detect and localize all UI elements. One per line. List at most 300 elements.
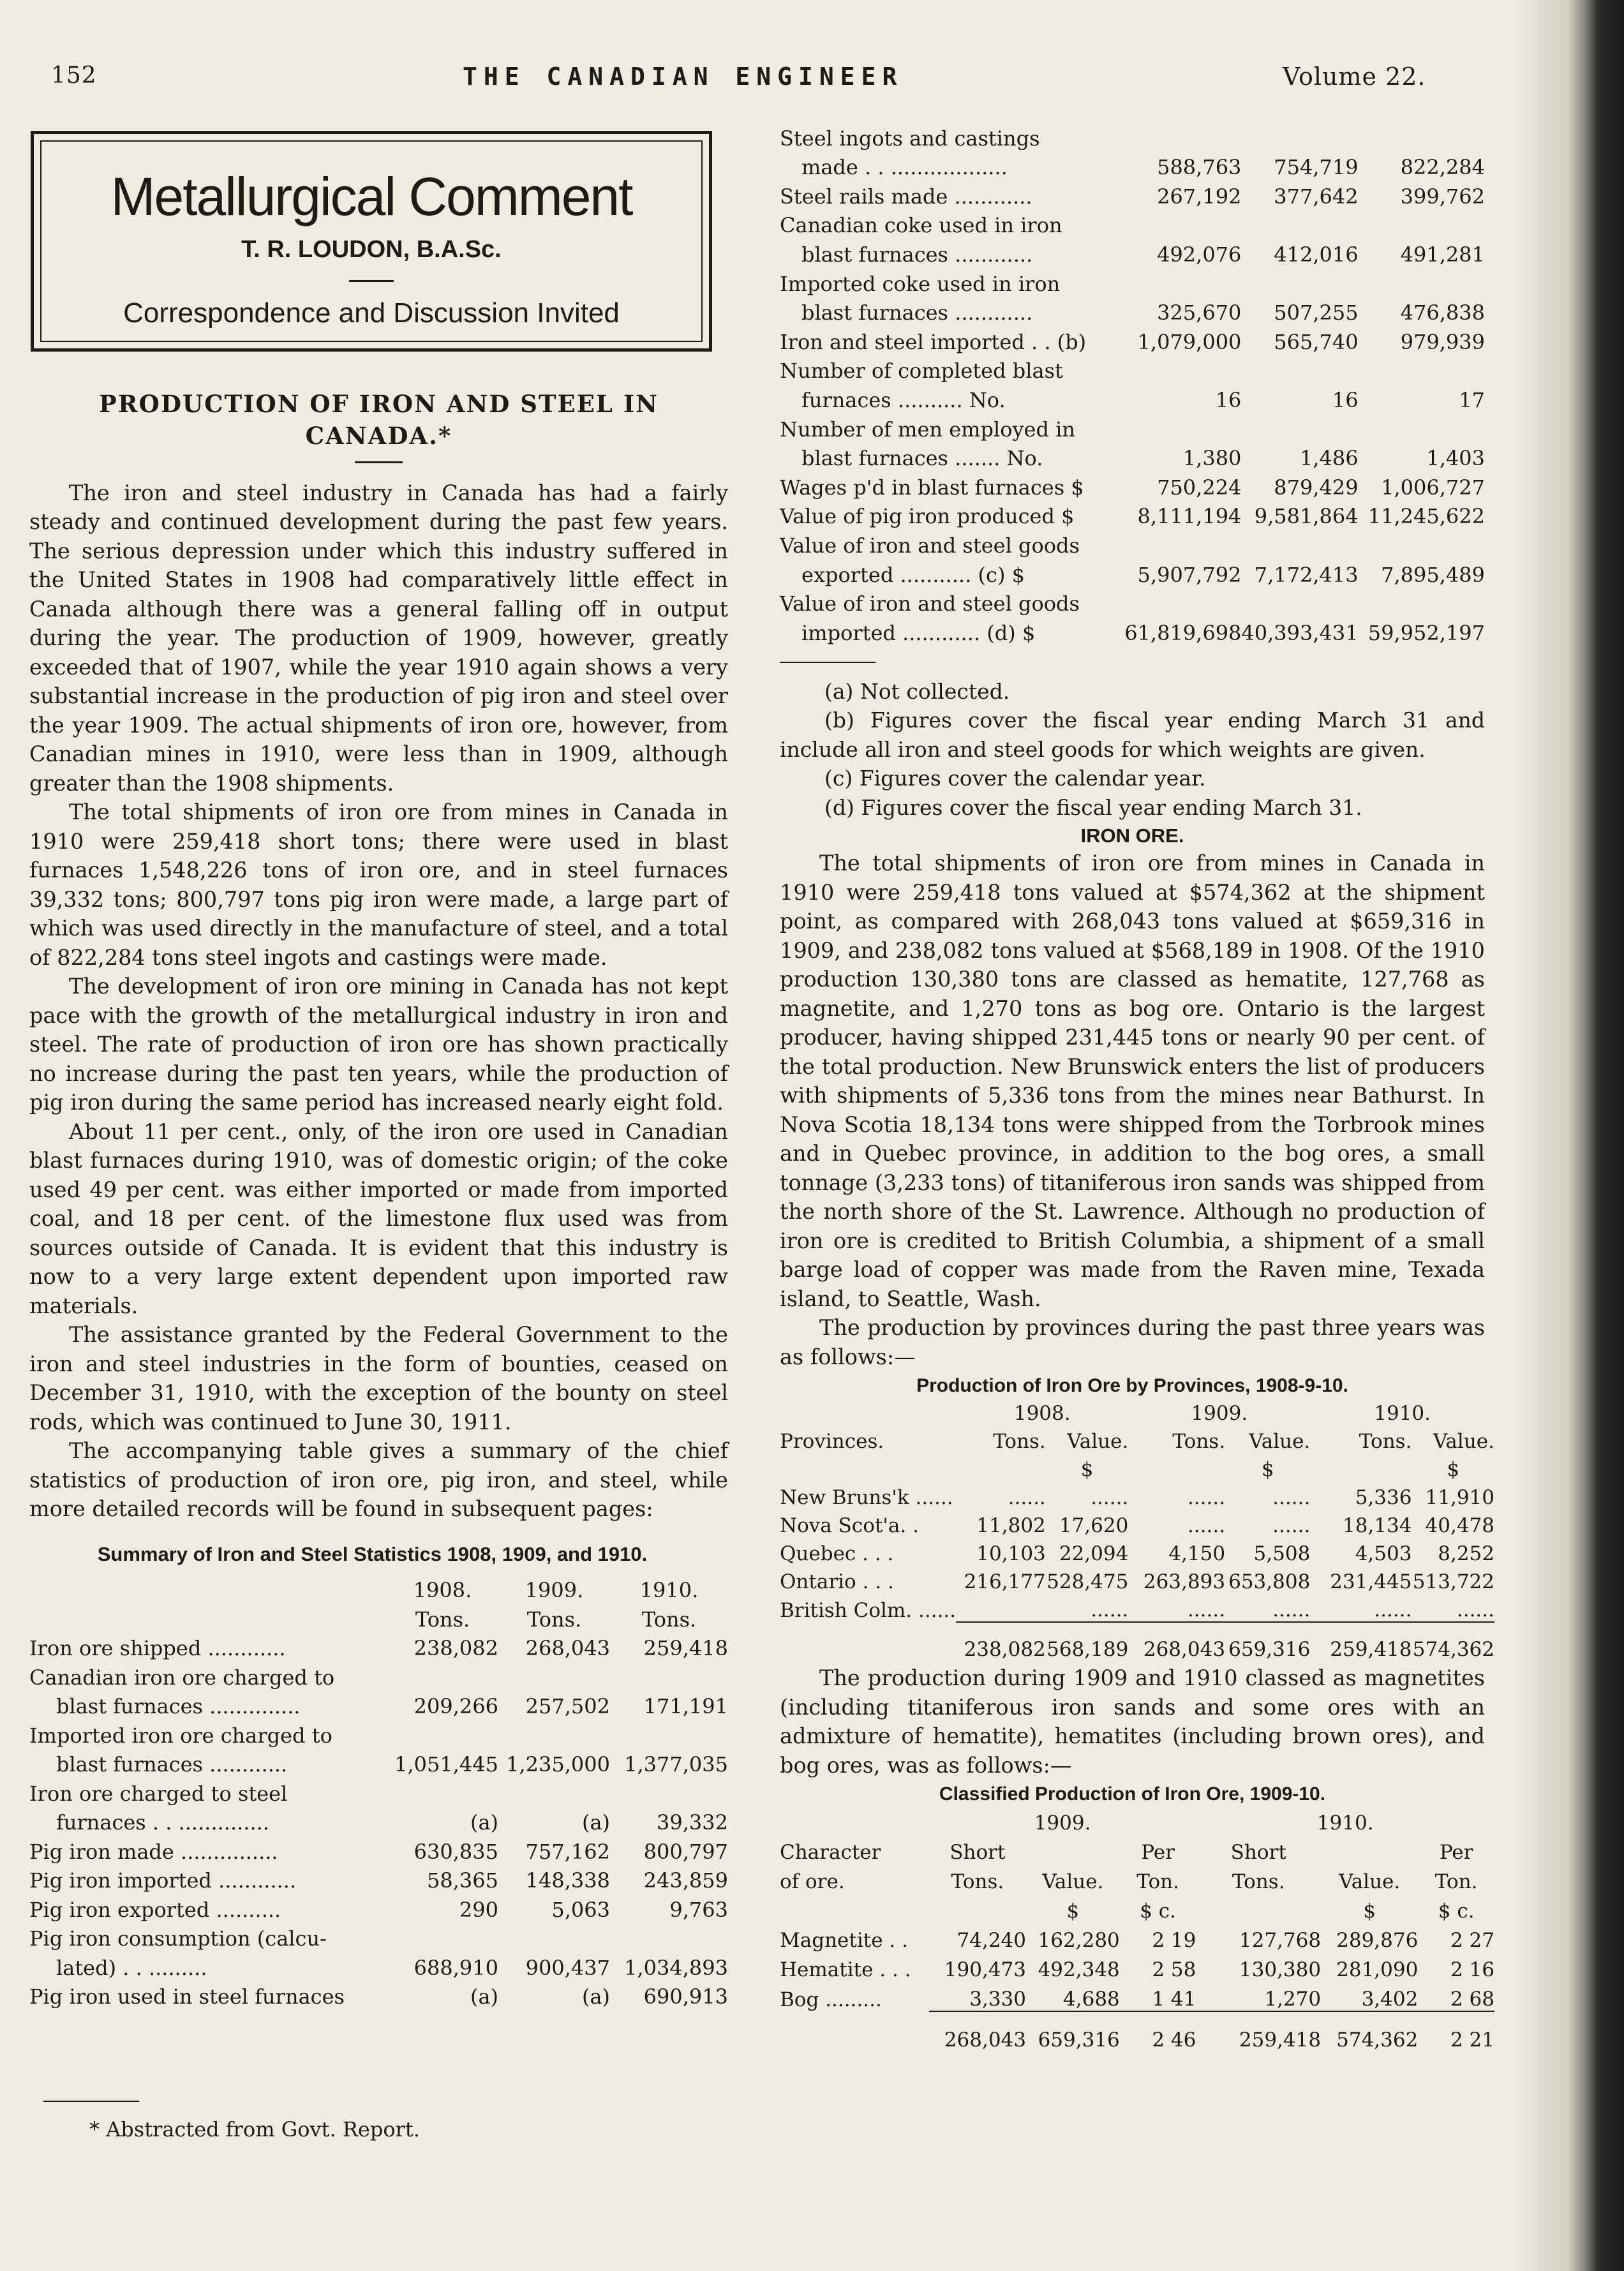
row-label: furnaces . . ..............: [56, 1810, 269, 1835]
value-cell: 263,893: [1143, 1570, 1226, 1594]
volume-label: Volume 22.: [1283, 63, 1426, 91]
value-cell: 289,876: [1336, 1929, 1419, 1953]
table-row: [780, 151, 1485, 180]
title-rule: [355, 461, 403, 463]
table-row: [780, 209, 1485, 238]
ore-name: Bog .........: [780, 1988, 882, 2012]
value-cell: 162,280: [1038, 1929, 1120, 1953]
dollar-label: $: [1261, 1458, 1274, 1482]
table-row: [780, 1537, 1494, 1565]
table-row: [780, 442, 1485, 471]
year-header: 1910.: [1316, 1812, 1374, 1835]
total-cell: 268,043: [929, 2011, 1026, 2051]
tons-header: Tons.: [1359, 1430, 1412, 1454]
value-cell: 22,094: [1059, 1542, 1129, 1566]
column-header: $: [1066, 1900, 1080, 1923]
box-author: T. R. LOUDON, B.A.Sc.: [241, 236, 502, 263]
notes-rule: [780, 662, 875, 663]
value-cell: [1124, 412, 1242, 442]
note-b: (b) Figures cover the fiscal year ending March 31 and include all iron and steel goods for which weights are given.: [780, 708, 1485, 762]
total-cell: 259,418: [1196, 2011, 1321, 2051]
table-row: [780, 383, 1485, 412]
value-cell: [956, 1593, 1046, 1622]
value-cell: [1241, 209, 1358, 238]
value-cell: 565,740: [1274, 329, 1359, 354]
value-cell: 61,819,698: [1124, 620, 1242, 645]
total-cell: 2 46: [1120, 2011, 1196, 2051]
value-cell: 10,103: [976, 1542, 1046, 1566]
value-cell: 1,270: [1264, 1988, 1322, 2011]
value-cell: (a): [581, 1810, 610, 1835]
dollar-label: $: [1447, 1458, 1460, 1482]
tons-header: Tons.: [1172, 1430, 1226, 1454]
value-cell: 1,079,000: [1137, 329, 1242, 354]
value-cell: ......: [1008, 1486, 1046, 1510]
value-cell: [1359, 209, 1485, 238]
value-cell: 58,365: [427, 1868, 498, 1893]
table-row: [780, 121, 1485, 151]
value-cell: 267,192: [1157, 184, 1242, 209]
value-cell: 412,016: [1274, 242, 1359, 267]
row-label: Canadian iron ore charged to: [29, 1665, 335, 1690]
table-row: [780, 325, 1485, 354]
value-cell: 259,418: [643, 1636, 728, 1661]
value-cell: 2 58: [1152, 1958, 1196, 1982]
value-cell: [1359, 412, 1485, 442]
row-label: blast furnaces ............: [801, 242, 1033, 267]
value-cell: [1359, 587, 1485, 616]
table-row: [29, 1632, 728, 1661]
row-label: Imported iron ore charged to: [29, 1723, 332, 1748]
value-cell: [610, 1922, 728, 1951]
value-cell: 8,252: [1438, 1542, 1494, 1566]
value-cell: [1359, 267, 1485, 296]
value-cell: [1241, 354, 1358, 383]
row-label: Value of iron and steel goods: [780, 592, 1080, 616]
value-cell: 1,235,000: [506, 1752, 610, 1777]
value-cell: 1,380: [1182, 446, 1242, 471]
row-label: Iron ore shipped ............: [29, 1636, 286, 1661]
value-cell: 209,266: [413, 1694, 498, 1719]
iron-ore-paragraph: The production by provinces during the past three years was as follows:—: [780, 1315, 1485, 1369]
article-paragraph: The total shipments of iron ore from mines in Canada in 1910 were 259,418 short tons; there were used in blast furnaces 1,548,226 tons of iron ore, and in steel furnaces 39,332 tons; 800,797 tons pig iron were made, a large part of which was used directly in the manufacture of steel, and a total of 822,284 tons steel ingots and castings were made.: [29, 800, 728, 970]
value-cell: 4,688: [1063, 1988, 1120, 2011]
value-cell: (a): [470, 1810, 498, 1835]
value-cell: 190,473: [944, 1958, 1026, 1982]
classified-header-row: [780, 1835, 1494, 1864]
value-cell: [610, 1776, 728, 1806]
value-cell: (a): [470, 1984, 498, 2009]
value-cell: 2 27: [1450, 1929, 1494, 1953]
column-header: Short: [1230, 1841, 1286, 1865]
value-cell: 9,581,864: [1254, 504, 1359, 529]
value-cell: 879,429: [1274, 475, 1359, 500]
row-label: blast furnaces ....... No.: [801, 446, 1043, 471]
row-label: Value of pig iron produced $: [780, 504, 1075, 529]
value-cell: ......: [1091, 1486, 1129, 1510]
value-cell: 281,090: [1336, 1958, 1419, 1982]
footnote: * Abstracted from Govt. Report.: [89, 2117, 420, 2141]
classified-table-title: Classified Production of Iron Ore, 1909-10.: [939, 1783, 1326, 1805]
value-cell: [1359, 354, 1485, 383]
value-cell: 1,403: [1426, 446, 1485, 471]
value-cell: 16: [1332, 387, 1359, 412]
value-cell: [387, 1776, 498, 1806]
value-cell: 231,445: [1330, 1570, 1412, 1594]
value-cell: 750,224: [1157, 475, 1242, 500]
column-header: Per: [1439, 1841, 1473, 1865]
value-cell: 18,134: [1342, 1514, 1412, 1538]
value-cell: (a): [581, 1984, 610, 2009]
column-header: [780, 1893, 929, 1923]
value-cell: 2 68: [1450, 1988, 1494, 2011]
classified-paragraph: The production during 1909 and 1910 classed as magnetites (including titaniferous iron sands and some ores with an admixture of hematite), hematites (including brown ores), and bog ores, was as follows:—: [780, 1665, 1485, 1778]
tons-header: Tons.: [993, 1430, 1046, 1454]
unit-header: Tons.: [641, 1607, 697, 1632]
value-cell: 171,191: [643, 1694, 728, 1719]
value-cell: [1124, 209, 1242, 238]
value-cell: 2 16: [1450, 1958, 1494, 1982]
value-cell: 59,952,197: [1367, 620, 1485, 645]
value-cell: [610, 1660, 728, 1690]
column-header: Tons.: [1232, 1870, 1285, 1894]
row-label: blast furnaces ..............: [56, 1694, 301, 1719]
value-cell: [610, 1718, 728, 1748]
box-invitation: Correspondence and Discussion Invited: [123, 297, 620, 329]
value-cell: [1241, 121, 1358, 151]
value-cell: 127,768: [1239, 1929, 1322, 1953]
value-cell: [1124, 267, 1242, 296]
table-row: [780, 1923, 1494, 1952]
table-row: [29, 1776, 728, 1806]
province-table: [780, 1397, 1494, 1661]
row-label: Canadian coke used in iron: [780, 213, 1062, 238]
row-label: exported ........... (c) $: [801, 562, 1025, 587]
value-cell: [1359, 528, 1485, 558]
footnote-rule: [43, 2101, 139, 2102]
value-cell: 3,402: [1361, 1988, 1419, 2011]
unit-header: Tons.: [415, 1607, 470, 1632]
value-header: Value.: [1249, 1430, 1311, 1454]
masthead: THE CANADIAN ENGINEER: [463, 63, 904, 91]
value-cell: 588,763: [1157, 155, 1242, 180]
value-header: Value.: [1433, 1430, 1494, 1454]
value-cell: 16: [1215, 387, 1242, 412]
row-label: Pig iron used in steel furnaces: [29, 1984, 345, 2009]
table-row: [780, 267, 1485, 296]
table-row: [780, 1509, 1494, 1537]
column-header: Ton.: [1136, 1870, 1179, 1894]
total-cell: 659,316: [1225, 1622, 1310, 1661]
row-label: Pig iron exported ..........: [29, 1897, 281, 1922]
ore-name: Magnetite . .: [780, 1929, 908, 1953]
article-title: [29, 389, 728, 452]
table-row: [780, 296, 1485, 325]
classified-table-body: [780, 1923, 1494, 2011]
ore-name: Hematite . . .: [780, 1958, 911, 1982]
value-cell: 688,910: [413, 1955, 498, 1980]
value-cell: 5,336: [1355, 1486, 1412, 1510]
notes: [780, 677, 1485, 823]
value-cell: 399,762: [1400, 184, 1485, 209]
value-cell: ......: [1272, 1598, 1311, 1622]
row-label: blast furnaces ............: [56, 1752, 288, 1777]
article-paragraph: About 11 per cent., only, of the iron ore used in Canadian blast furnaces during 1910, was of domestic origin; of the coke used 49 per cent. was either imported or made from imported coal, and 18 per cent. of the limestone flux used was from sources outside of Canada. It is evident that this industry is now to a very large extent dependent upon imported raw materials.: [29, 1119, 728, 1318]
value-cell: ......: [1091, 1598, 1129, 1622]
page-curl-shade: [1516, 0, 1567, 2271]
value-header: Value.: [1067, 1430, 1129, 1454]
province-name: Nova Scot'a. .: [780, 1514, 919, 1538]
value-cell: 1,377,035: [624, 1752, 728, 1777]
iron-ore-paragraph: The total shipments of iron ore from mines in Canada in 1910 were 259,418 tons valued at $574,362 at the shipment point, as compared with 268,043 tons valued at $659,316 in 1909, and 238,082 tons valued at $568,189 in 1908. Of the 1910 production 130,380 tons are classed as hematite, 127,768 as magnetite, and 1,270 tons as bog ore. Ontario is the largest producer, having shipped 231,445 tons or nearly 90 per cent. of the total production. New Brunswick enters the list of producers with shipments of 5,336 tons from the mines near Bathurst. In Nova Scotia 18,134 tons were shipped from the Torbrook mines and in Quebec province, in addition to the bog ores, a small tonnage (3,233 tons) of titaniferous iron sands was shipped from the north shore of the St. Lawrence. Although no production of iron ore is credited to British Columbia, a shipment of a small barge load of copper was made from the Raven mine, Texada island, to Seattle, Wash.: [780, 851, 1485, 1311]
row-label: Imported coke used in iron: [780, 271, 1061, 296]
value-cell: 979,939: [1400, 329, 1485, 354]
summary-table-title: Summary of Iron and Steel Statistics 1908, 1909, and 1910.: [97, 1542, 648, 1565]
column-header: $: [1363, 1900, 1376, 1923]
value-cell: 325,670: [1157, 301, 1242, 325]
article-title-line-1: PRODUCTION OF IRON AND STEEL IN: [99, 390, 659, 418]
row-label: Pig iron imported ............: [29, 1868, 297, 1893]
value-cell: ......: [1272, 1486, 1311, 1510]
value-cell: 492,348: [1038, 1958, 1120, 1982]
table-row: [29, 1951, 728, 1980]
table-row: [780, 354, 1485, 383]
value-cell: ......: [1272, 1514, 1311, 1538]
table-row: [780, 1593, 1494, 1622]
value-cell: 243,859: [643, 1868, 728, 1893]
value-cell: 268,043: [525, 1636, 610, 1661]
table-row: [780, 616, 1485, 645]
year-header: 1909.: [1034, 1812, 1091, 1835]
value-cell: ......: [1374, 1598, 1412, 1622]
row-label: blast furnaces ............: [801, 301, 1033, 325]
value-cell: [1359, 121, 1485, 151]
value-cell: 1,486: [1300, 446, 1359, 471]
value-cell: [1124, 354, 1242, 383]
table-row: [780, 1481, 1494, 1509]
value-cell: 800,797: [643, 1839, 728, 1864]
value-cell: 3,330: [969, 1988, 1026, 2011]
row-label: Pig iron made ...............: [29, 1839, 278, 1864]
left-column: [29, 131, 728, 2009]
dollar-label: $: [1080, 1458, 1094, 1482]
row-label: Number of men employed in: [780, 417, 1075, 442]
year-header: 1909.: [1191, 1402, 1248, 1426]
value-cell: 2 19: [1152, 1929, 1196, 1953]
value-cell: 757,162: [525, 1839, 610, 1864]
column-header: Ton.: [1434, 1870, 1478, 1894]
value-cell: 5,508: [1253, 1542, 1311, 1566]
value-cell: [498, 1718, 610, 1748]
value-cell: 238,082: [413, 1636, 498, 1661]
value-cell: 513,722: [1412, 1570, 1494, 1594]
row-label: Iron ore charged to steel: [29, 1781, 288, 1806]
column-header: Character: [780, 1841, 881, 1865]
table-row: [29, 1718, 728, 1748]
year-header: 1910.: [639, 1578, 699, 1603]
value-cell: 8,111,194: [1137, 504, 1242, 529]
column-header: Per: [1141, 1841, 1175, 1865]
value-cell: 377,642: [1274, 184, 1359, 209]
value-cell: 11,910: [1425, 1486, 1494, 1510]
article-paragraph: The development of iron ore mining in Canada has not kept pace with the growth of the metallurgical industry in iron and steel. The rate of production of iron ore has shown practically no increase during the past ten years, while the production of pig iron during the same period has increased nearly eight fold.: [29, 974, 728, 1115]
value-cell: 653,808: [1228, 1570, 1311, 1594]
value-cell: 822,284: [1400, 155, 1485, 180]
value-cell: 216,177: [964, 1570, 1046, 1594]
value-cell: 290: [459, 1897, 498, 1922]
value-cell: ......: [1187, 1486, 1226, 1510]
summary-table-body: [29, 1632, 728, 2009]
row-label: furnaces .......... No.: [801, 387, 1006, 412]
row-label: lated) . . .........: [56, 1955, 207, 1980]
row-label: Iron and steel imported . . (b): [780, 329, 1087, 354]
article-paragraph: The accompanying table gives a summary of the chief statistics of production of iron ore, pig iron, and steel, while more detailed records will be found in subsequent pages:: [29, 1438, 728, 1522]
value-cell: 1,051,445: [394, 1752, 498, 1777]
value-cell: [498, 1776, 610, 1806]
value-cell: 7,895,489: [1381, 562, 1485, 587]
column-header: of ore.: [780, 1870, 845, 1894]
value-cell: 4,150: [1168, 1542, 1226, 1566]
column-header: Tons.: [951, 1870, 1004, 1894]
value-cell: 491,281: [1400, 242, 1485, 267]
province-name: British Colm. ......: [780, 1599, 957, 1623]
table-row: [780, 587, 1485, 616]
total-cell: 574,362: [1321, 2011, 1418, 2051]
table-row: [780, 1952, 1494, 1981]
table-row: [29, 1690, 728, 1719]
row-label: made . . ..................: [801, 155, 1008, 180]
table-row: [780, 470, 1485, 500]
year-header: 1909.: [525, 1578, 584, 1603]
column-header: [1196, 1893, 1321, 1923]
table-row: [29, 1806, 728, 1835]
value-cell: 17: [1459, 387, 1485, 412]
box-divider: [349, 280, 394, 282]
value-cell: 11,245,622: [1367, 504, 1485, 529]
classified-header-row: [780, 1893, 1494, 1923]
unit-header: Tons.: [526, 1607, 582, 1632]
table-row: [29, 1922, 728, 1951]
classified-header-row: [780, 1864, 1494, 1893]
table-row: [29, 1660, 728, 1690]
province-name: New Bruns'k ......: [780, 1486, 953, 1510]
row-label: Wages p'd in blast furnaces $: [780, 475, 1084, 500]
value-cell: 17,620: [1059, 1514, 1129, 1538]
note-d: (d) Figures cover the fiscal year ending March 31.: [824, 794, 1362, 820]
value-cell: 40,393,431: [1241, 620, 1359, 645]
value-cell: 5,063: [551, 1897, 610, 1922]
right-column: [780, 121, 1494, 2052]
value-cell: 7,172,413: [1254, 562, 1359, 587]
value-cell: 754,719: [1274, 155, 1359, 180]
value-cell: [1124, 121, 1242, 151]
column-header: Value.: [1042, 1870, 1104, 1894]
column-header: Short: [950, 1841, 1006, 1865]
value-cell: [498, 1922, 610, 1951]
value-cell: 148,338: [525, 1868, 610, 1893]
note-a: (a) Not collected.: [824, 678, 1010, 704]
row-label: Value of iron and steel goods: [780, 533, 1080, 558]
metallurgical-comment-box: [31, 131, 712, 352]
total-cell: 2 21: [1418, 2011, 1494, 2051]
value-cell: [1241, 587, 1358, 616]
article-title-line-2: CANADA.*: [305, 421, 452, 450]
value-cell: 5,907,792: [1137, 562, 1242, 587]
column-header: $ c.: [1438, 1900, 1475, 1923]
value-cell: 257,502: [525, 1694, 610, 1719]
value-cell: 528,475: [1047, 1570, 1129, 1594]
value-cell: 476,838: [1400, 301, 1485, 325]
table-row: [780, 1981, 1494, 2011]
year-header: 1908.: [1013, 1402, 1071, 1426]
continued-statistics-body: [780, 121, 1485, 645]
value-cell: [387, 1922, 498, 1951]
value-cell: [1241, 267, 1358, 296]
iron-ore-heading: IRON ORE.: [1080, 824, 1184, 847]
table-row: [29, 1980, 728, 2009]
total-cell: 568,189: [1046, 1622, 1129, 1661]
column-header: Value.: [1339, 1870, 1401, 1894]
row-label: imported ............ (d) $: [801, 620, 1036, 645]
table-row: [780, 412, 1485, 442]
table-row: [780, 179, 1485, 209]
value-cell: [387, 1660, 498, 1690]
row-label: Number of completed blast: [780, 359, 1063, 383]
article-paragraph: The assistance granted by the Federal Government to the iron and steel industries in the form of bounties, ceased on December 31, 1910, with the exception of the bounty on steel rods, which was continued to June 30, 1911.: [29, 1322, 728, 1434]
value-cell: 39,332: [657, 1810, 728, 1835]
value-cell: [1241, 528, 1358, 558]
province-table-title: Production of Iron Ore by Provinces, 1908-9-10.: [916, 1375, 1348, 1397]
column-header: [1026, 1835, 1120, 1864]
total-cell: 238,082: [956, 1622, 1046, 1661]
value-cell: 507,255: [1274, 301, 1359, 325]
row-label: Steel rails made ............: [780, 184, 1032, 209]
book-spine-edge: [1567, 0, 1624, 2271]
table-row: [780, 528, 1485, 558]
year-header: 1908.: [413, 1578, 472, 1603]
column-header: [929, 1893, 1026, 1923]
table-row: [780, 1565, 1494, 1593]
value-cell: 492,076: [1157, 242, 1242, 267]
province-name: Ontario . . .: [780, 1570, 894, 1594]
row-label: Pig iron consumption (calcu-: [29, 1926, 327, 1951]
value-cell: 4,503: [1355, 1542, 1412, 1566]
table-row: [29, 1864, 728, 1893]
note-c: (c) Figures cover the calendar year.: [824, 766, 1206, 791]
provinces-header: Provinces.: [780, 1430, 884, 1454]
value-cell: 1,006,727: [1381, 475, 1485, 500]
total-cell: 659,316: [1026, 2011, 1120, 2051]
value-cell: [1124, 587, 1242, 616]
classified-table: [780, 1805, 1494, 2051]
value-cell: ......: [1187, 1514, 1226, 1538]
continued-statistics-table: [780, 121, 1485, 645]
page-number: 152: [51, 63, 97, 89]
row-label: Steel ingots and castings: [780, 126, 1040, 151]
table-row: [780, 500, 1485, 529]
value-cell: [1124, 528, 1242, 558]
table-row: [29, 1835, 728, 1864]
value-cell: 1 41: [1152, 1988, 1196, 2011]
summary-table: [29, 1574, 728, 2009]
year-header: 1910.: [1374, 1402, 1431, 1426]
column-header: [1321, 1835, 1418, 1864]
value-cell: 11,802: [976, 1514, 1046, 1538]
value-cell: 74,240: [957, 1929, 1026, 1953]
value-cell: 630,835: [413, 1839, 498, 1864]
value-cell: [387, 1718, 498, 1748]
province-table-body: [780, 1481, 1494, 1622]
